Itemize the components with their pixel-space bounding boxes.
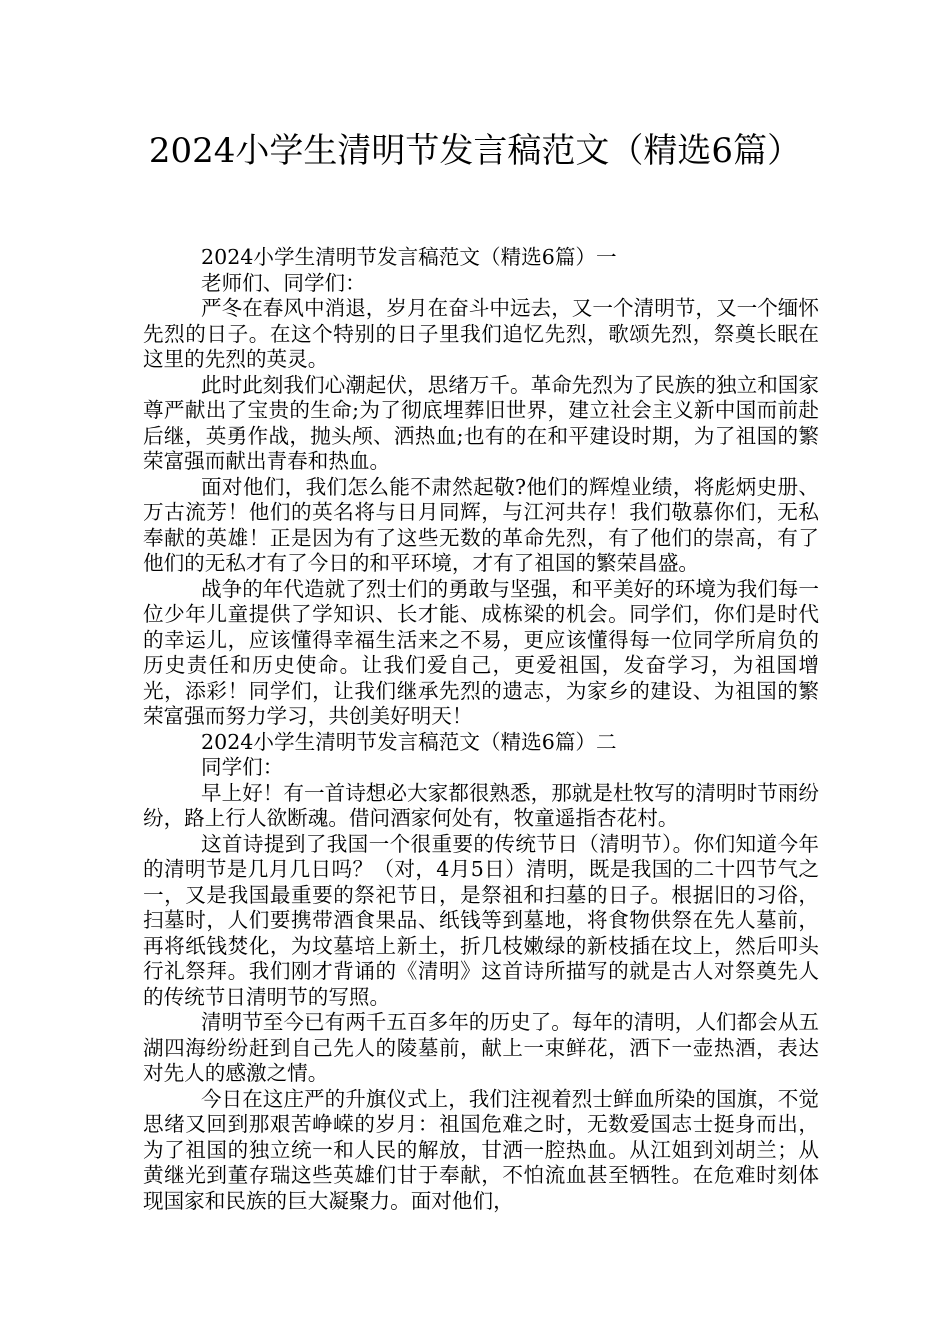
- paragraph: 这首诗提到了我国一个很重要的传统节日（清明节）。你们知道今年的清明节是几月几日吗？（对，4月5日）清明，既是我国的二十四节气之一，又是我国最重要的祭祀节日，是祭祖和扫墓的日子。根据旧的习俗，扫墓时，人们要携带酒食果品、纸钱等到墓地，将食物供祭在先人墓前，再将纸钱焚化，为坟墓培上新土，折几枝嫩绿的新枝插在坟上，然后叩头行礼祭拜。我们刚才背诵的《清明》这首诗所描写的就是古人对祭奠先人的传统节日清明节的写照。: [143, 831, 819, 1009]
- section-heading-2: 2024小学生清明节发言稿范文（精选6篇）二: [201, 729, 617, 754]
- document-body: [143, 245, 819, 1214]
- paragraph: 清明节至今已有两千五百多年的历史了。每年的清明，人们都会从五湖四海纷纷赶到自己先人的陵墓前，献上一束鲜花，洒下一壶热酒，表达对先人的感激之情。: [143, 1010, 819, 1085]
- paragraph: 战争的年代造就了烈士们的勇敢与坚强，和平美好的环境为我们每一位少年儿童提供了学知识、长才能、成栋梁的机会。同学们，你们是时代的幸运儿，应该懂得幸福生活来之不易，更应该懂得每一位同学所肩负的历史责任和历史使命。让我们爱自己，更爱祖国，发奋学习，为祖国增光，添彩！同学们，让我们继承先烈的遗志，为家乡的建设、为祖国的繁荣富强而努力学习，共创美好明天！: [143, 576, 819, 728]
- salutation-1: 老师们、同学们：: [201, 270, 366, 295]
- paragraph: 今日在这庄严的升旗仪式上，我们注视着烈士鲜血所染的国旗，不觉思绪又回到那艰苦峥嵘的岁月：祖国危难之时，无数爱国志士挺身而出，为了祖国的独立统一和人民的解放，甘洒一腔热血。从江姐到刘胡兰；从黄继光到董存瑞这些英雄们甘于奉献，不怕流血甚至牺牲。在危难时刻体现国家和民族的巨大凝聚力。面对他们，: [143, 1086, 819, 1213]
- paragraph: 面对他们，我们怎么能不肃然起敬?他们的辉煌业绩，将彪炳史册、万古流芳！他们的英名将与日月同辉，与江河共存！我们敬慕你们，无私奉献的英雄！正是因为有了这些无数的革命先烈，有了他们的崇高，有了他们的无私才有了今日的和平环境，才有了祖国的繁荣昌盛。: [143, 474, 819, 575]
- paragraph: 严冬在春风中消退，岁月在奋斗中远去，又一个清明节，又一个缅怀先烈的日子。在这个特别的日子里我们追忆先烈，歌颂先烈，祭奠长眠在这里的先烈的英灵。: [143, 296, 819, 371]
- paragraph: 早上好！有一首诗想必大家都很熟悉，那就是杜牧写的清明时节雨纷纷，路上行人欲断魂。借问酒家何处有，牧童遥指杏花村。: [143, 780, 819, 830]
- salutation-2: 同学们：: [201, 755, 284, 779]
- paragraph: 此时此刻我们心潮起伏，思绪万千。革命先烈为了民族的独立和国家尊严献出了宝贵的生命;为了彻底埋葬旧世界，建立社会主义新中国而前赴后继，英勇作战，抛头颅、洒热血;也有的在和平建设时期，为了祖国的繁荣富强而献出青春和热血。: [143, 372, 819, 473]
- section-heading-1: 2024小学生清明节发言稿范文（精选6篇）一: [201, 245, 617, 269]
- document-title: 2024小学生清明节发言稿范文（精选6篇）: [148, 131, 802, 171]
